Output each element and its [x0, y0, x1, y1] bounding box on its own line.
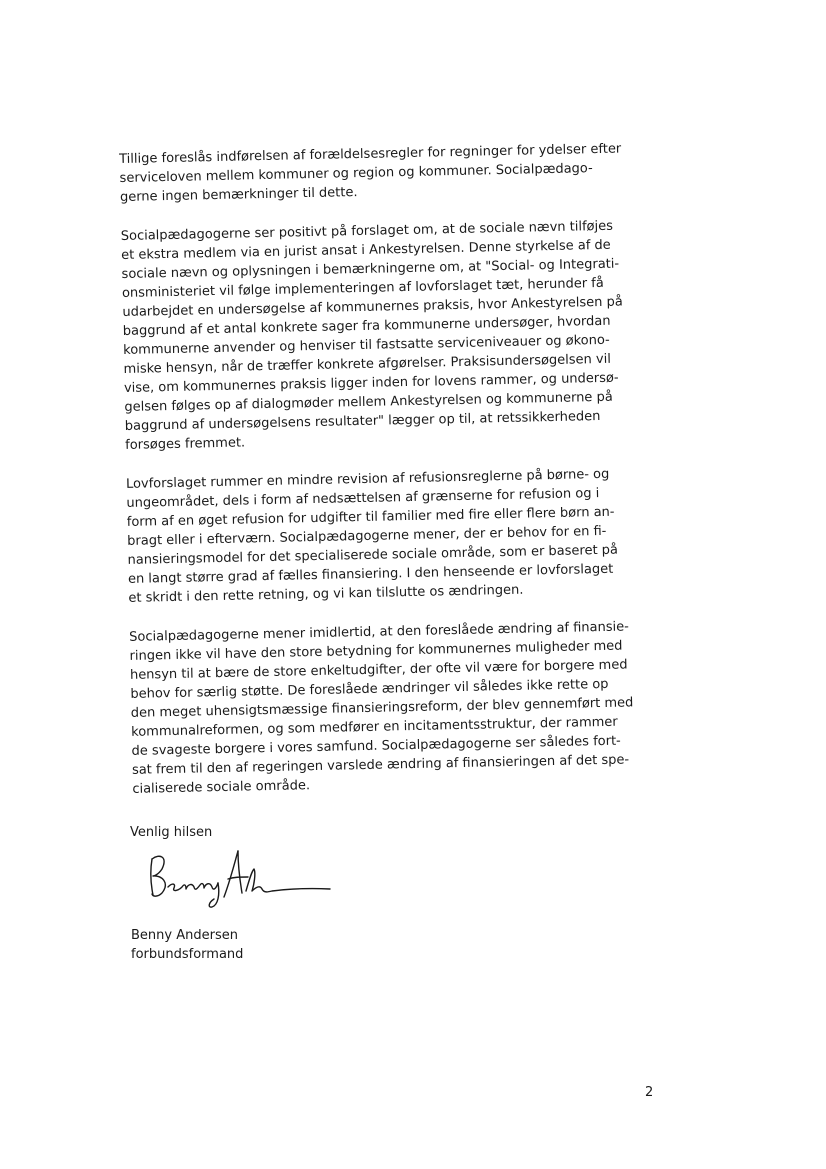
text-line: sociale nævn og oplysningen i bemærkningerne om, at "Social- og Integrati- [121, 256, 620, 282]
text-line: baggrund af et antal konkrete sager fra kommunerne undersøger, hvordan [122, 313, 611, 339]
paragraph [121, 216, 666, 455]
text-line: cialiserede sociale område. [132, 778, 311, 797]
letter-body [119, 139, 673, 819]
paragraph [126, 464, 669, 608]
text-line: vise, om kommunernes praksis ligger inden for lovens rammer, og undersø- [123, 370, 619, 396]
paragraph [129, 617, 672, 799]
paragraph [119, 139, 660, 207]
text-line: Socialpædagogerne ser positivt på forslaget om, at de sociale nævn tilføjes [120, 218, 614, 244]
text-line: udarbejdet en undersøgelse af kommunernes praksis, hvor Ankestyrelsen på [122, 294, 623, 320]
text-line: et skridt i den rette retning, og vi kan tilslutte os ændringen. [128, 582, 524, 606]
text-line: bragt eller i efterværn. Socialpædagogerne mener, der er behov for en fi- [127, 523, 607, 549]
text-line: serviceloven mellem kommuner og region og kommuner. Socialpædago- [119, 161, 593, 186]
text-line: kommunalreformen, og som medfører en incitamentsstruktur, der rammer [131, 714, 618, 740]
text-line: behov for særlig støtte. De foreslåede ændringer vil således ikke rette op [130, 676, 609, 702]
text-line: hensyn til at bære de store enkeltudgifter, der ofte vil være for borgere med [129, 657, 628, 683]
text-line: kommunerne anvender og henviser til fastsatte serviceniveauer og økono- [123, 332, 610, 358]
text-line: onsministeriet vil følge implementeringen af lovforslaget tæt, herunder få [121, 275, 604, 301]
text-line: gelsen følges op af dialogmøder mellem Ankestyrelsen og kommunerne på [124, 389, 613, 415]
text-line: ringen ikke vil have den store betydning for kommunernes muligheder med [129, 638, 623, 664]
text-line: nansieringsmodel for det specialiserede sociale område, som er baseret på [127, 542, 619, 568]
closing-salutation: Venlig hilsen [130, 825, 213, 840]
text-line: den meget uhensigtsmæssige finansieringsreform, der blev gennemført med [130, 695, 634, 721]
text-line: Tillige foreslås indførelsen af forældelsesregler for regninger for ydelser efter [119, 141, 622, 167]
page-number: 2 [645, 1085, 654, 1100]
handwritten-signature [138, 847, 338, 909]
text-line: de svageste borgere i vores samfund. Socialpædagogerne ser således fort- [131, 733, 621, 759]
text-line: sat frem til den af regeringen varslede ændring af finansieringen af det spe- [131, 752, 630, 778]
text-line: en langt større grad af fælles finansiering. I den henseende er lovforslaget [127, 561, 614, 587]
text-line: form af en øget refusion for udgifter til familier med fire eller flere børn an- [126, 504, 615, 530]
text-line: et ekstra medlem via en jurist ansat i Ankestyrelsen. Denne styrkelse af de [121, 237, 611, 263]
text-line: gerne ingen bemærkninger til dette. [119, 185, 358, 205]
text-line: ungeområdet, dels i form af nedsættelsen af grænserne for refusion og i [126, 486, 600, 511]
text-line: Socialpædagogerne mener imidlertid, at den foreslåede ændring af finansie- [129, 619, 630, 645]
text-line: miske hensyn, når de træffer konkrete afgørelser. Praksisundersøgelsen vil [123, 351, 612, 377]
signer-block [131, 926, 243, 964]
signer-title: forbundsformand [131, 947, 244, 962]
signer-name: Benny Andersen [131, 928, 238, 943]
text-line: baggrund af undersøgelsens resultater" lægger op til, at retssikkerheden [124, 408, 601, 434]
text-line: forsøges fremmet. [125, 435, 246, 453]
text-line: Lovforslaget rummer en mindre revision af refusionsreglerne på børne- og [125, 466, 610, 492]
